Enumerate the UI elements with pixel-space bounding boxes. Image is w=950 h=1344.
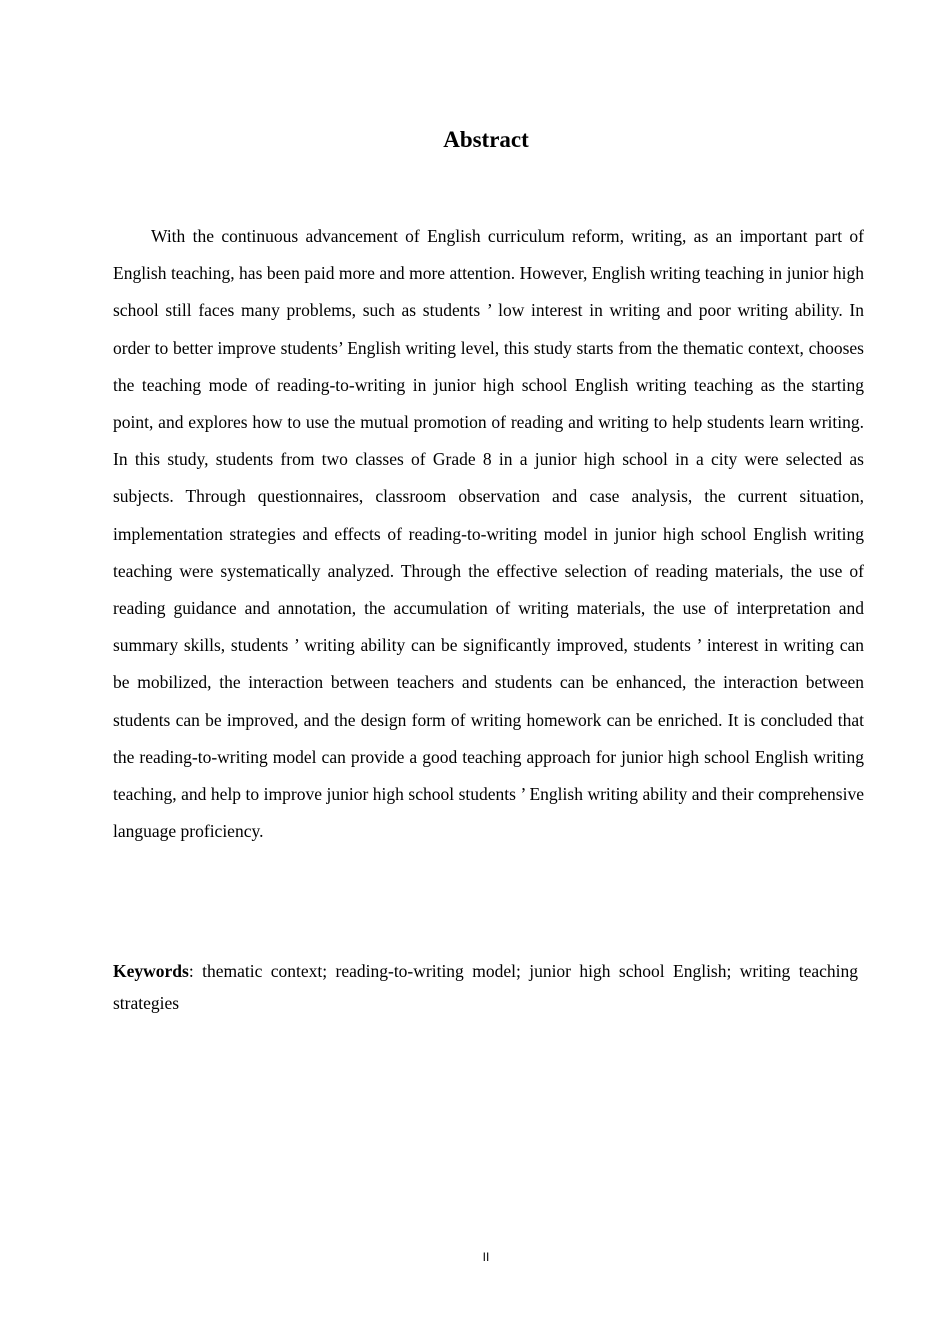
keywords-separator: : xyxy=(188,961,203,981)
abstract-title: Abstract xyxy=(443,127,529,152)
abstract-body: With the continuous advancement of English curriculum reform, writing, as an important part of English teaching, has been paid more and more attention. However, English writing teaching in junior high school still faces many problems, such as students ’ low interest in writing and poor writing ability. In order to better improve students’ English writing level, this study starts from the thematic context, chooses the teaching mode of reading-to-writing in junior high school English writing teaching as the starting point, and explores how to use the mutual promotion of reading and writing to help students learn writing. In this study, students from two classes of Grade 8 in a junior high school in a city were selected as subjects. Through questionnaires, classroom observation and case analysis, the current situation, implementation strategies and effects of reading-to-writing model in junior high school English writing teaching were systematically analyzed. Through the effective selection of reading materials, the use of reading guidance and annotation, the accumulation of writing materials, the use of interpretation and summary skills, students ’ writing ability can be significantly improved, students ’ interest in writing can be mobilized, the interaction between teachers and students can be enhanced, the interaction between students can be improved, and the design form of writing homework can be enriched. It is concluded that the reading-to-writing model can provide a good teaching approach for junior high school English writing teaching, and help to improve junior high school students ’ English writing ability and their comprehensive language proficiency. xyxy=(113,226,864,842)
page-number: II xyxy=(482,1250,490,1264)
keywords-label: Keywords xyxy=(113,961,189,981)
keywords-text: thematic context; reading-to-writing model; junior high school English; writing teaching strategies xyxy=(113,961,858,1013)
keywords-paragraph xyxy=(113,955,858,1019)
